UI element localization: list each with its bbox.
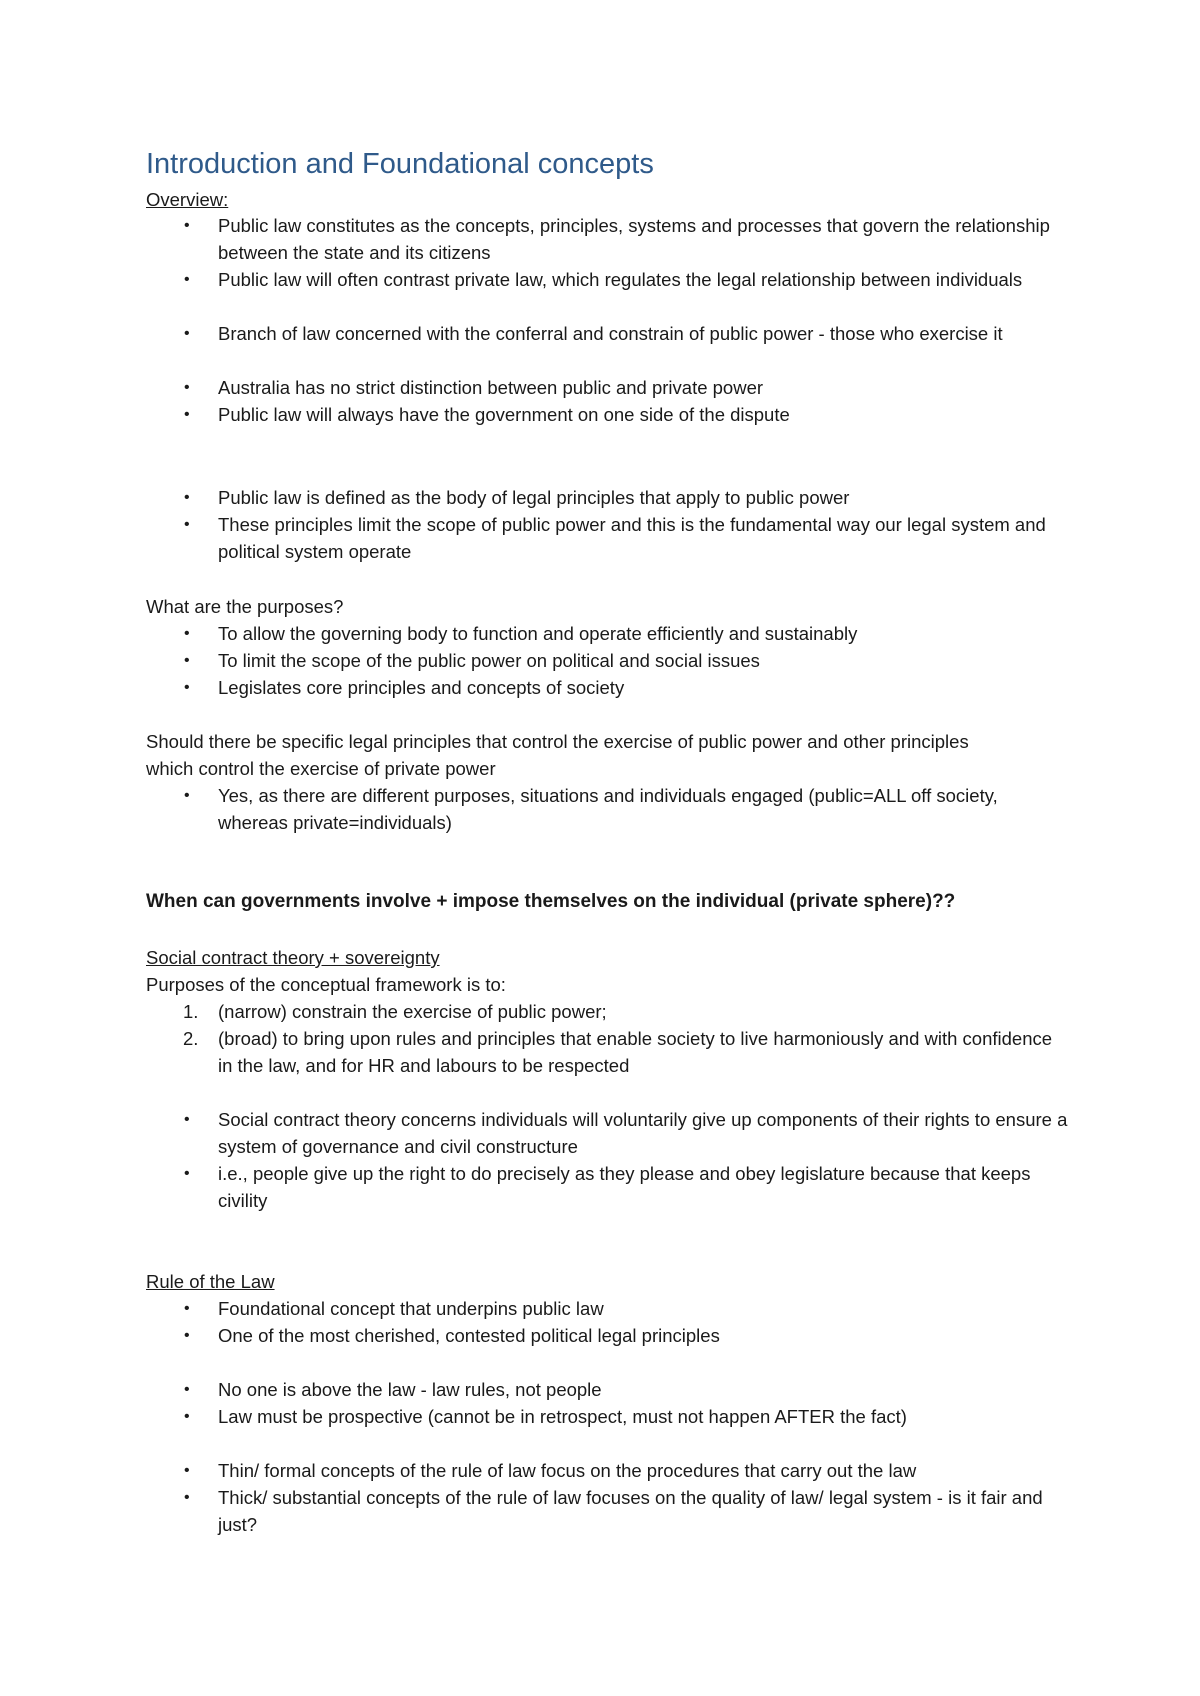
social-contract-item: i.e., people give up the right to do precisely as they please and obey legislature because that keeps civility [218,1163,1031,1211]
framework-item: (narrow) constrain the exercise of public power; [218,1001,607,1022]
rule-item: Law must be prospective (cannot be in retrospect, must not happen AFTER the fact) [218,1406,907,1427]
bullet-icon: • [184,1327,190,1344]
bullet-icon: • [184,406,190,423]
list-number: 2. [183,1028,199,1049]
bullet-icon: • [184,625,190,642]
bullet-icon: • [184,379,190,396]
should-question: Should there be specific legal principles that control the exercise of public power and other principles which control the exercise of private power [146,731,969,779]
purpose-item: To limit the scope of the public power on political and social issues [218,650,760,671]
list-number: 1. [183,1001,199,1022]
bullet-icon: • [184,787,190,804]
overview-item: Public law will often contrast private law, which regulates the legal relationship between individuals [218,269,1023,290]
framework-item: (broad) to bring upon rules and principles that enable society to live harmoniously and with confidence in the law, and for HR and labours to be respected [218,1028,1053,1076]
overview-item: Public law will always have the government on one side of the dispute [218,404,790,425]
bullet-icon: • [184,1489,190,1506]
section-heading: When can governments involve + impose themselves on the individual (private sphere)?? [146,891,956,912]
bullet-icon: • [184,679,190,696]
overview-item: Public law constitutes as the concepts, principles, systems and processes that govern the relationship between the state and its citizens [218,215,1050,263]
should-item: Yes, as there are different purposes, situations and individuals engaged (public=ALL off society, whereas private=individuals) [218,785,998,833]
definition-item: These principles limit the scope of public power and this is the fundamental way our legal system and political system operate [218,514,1046,562]
bullet-icon: • [184,652,190,669]
rule-label: Rule of the Law [146,1271,275,1292]
overview-label: Overview: [146,189,229,210]
framework-intro: Purposes of the conceptual framework is to: [146,974,506,995]
overview-item: Branch of law concerned with the conferral and constrain of public power - those who exercise it [218,323,1003,344]
bullet-icon: • [184,1408,190,1425]
bullet-icon: • [184,325,190,342]
bullet-icon: • [184,1165,190,1182]
purpose-item: To allow the governing body to function and operate efficiently and sustainably [218,623,858,644]
bullet-icon: • [184,489,190,506]
rule-item: Foundational concept that underpins public law [218,1298,604,1319]
overview-item: Australia has no strict distinction between public and private power [218,377,764,398]
bullet-icon: • [184,1111,190,1128]
purpose-item: Legislates core principles and concepts of society [218,677,625,698]
bullet-icon: • [184,516,190,533]
rule-item: Thick/ substantial concepts of the rule of law focuses on the quality of law/ legal system - is it fair and just? [218,1487,1043,1535]
purposes-question: What are the purposes? [146,596,344,617]
rule-item: Thin/ formal concepts of the rule of law focus on the procedures that carry out the law [218,1460,917,1481]
bullet-icon: • [184,1462,190,1479]
definition-item: Public law is defined as the body of legal principles that apply to public power [218,487,850,508]
bullet-icon: • [184,217,190,234]
bullet-icon: • [184,1381,190,1398]
document-title: Introduction and Foundational concepts [146,148,654,180]
bullet-icon: • [184,271,190,288]
social-contract-label: Social contract theory + sovereignty [146,947,440,968]
rule-item: No one is above the law - law rules, not people [218,1379,602,1400]
bullet-icon: • [184,1300,190,1317]
rule-item: One of the most cherished, contested political legal principles [218,1325,720,1346]
social-contract-item: Social contract theory concerns individuals will voluntarily give up components of their rights to ensure a system of governance and civil constructure [218,1109,1068,1157]
